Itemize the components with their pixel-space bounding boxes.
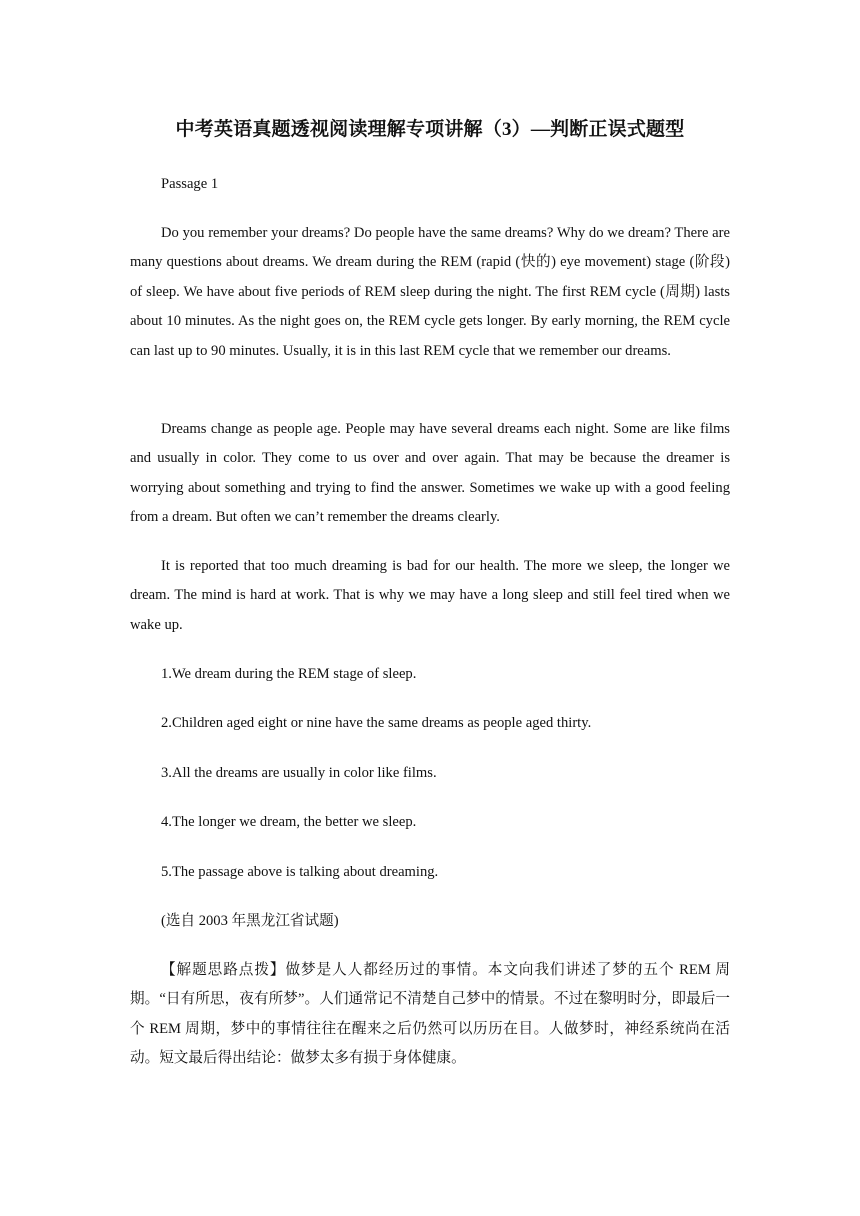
statement-4: 4.The longer we dream, the better we sleep. (161, 814, 417, 830)
statement-1: 1.We dream during the REM stage of sleep. (161, 666, 417, 682)
paragraph-1: Do you remember your dreams? Do people have the same dreams? Why do we dream? There are many questions about dreams. We dream during the REM (rapid (快的) eye movement) stage (阶段) of sleep. We have about five periods of REM sleep during the night. The first REM cycle (周期) lasts about 10 minutes. As the night goes on, the REM cycle gets longer. By early morning, the REM cycle can last up to 90 minutes. Usually, it is in this last REM cycle that we remember our dreams. (130, 225, 730, 359)
page-title: 中考英语真题透视阅读理解专项讲解（3）—判断正误式题型 (175, 119, 685, 140)
statement-2: 2.Children aged eight or nine have the same dreams as people aged thirty. (161, 715, 592, 731)
statement-3: 3.All the dreams are usually in color like films. (161, 765, 437, 781)
paragraph-2: Dreams change as people age. People may have several dreams each night. Some are like films and usually in color. They come to us over and over again. That may be because the dreamer is worrying about something and trying to find the answer. Sometimes we wake up with a good feeling from a dream. But often we can’t remember the dreams clearly. (130, 421, 730, 526)
analysis-paragraph: 【解题思路点拨】做梦是人人都经历过的事情。本文向我们讲述了梦的五个 REM 周期。“日有所思，夜有所梦”。人们通常记不清楚自己梦中的情景。不过在黎明时分，即最后一个 REM 周期，梦中的事情往往在醒来之后仍然可以历历在目。人做梦时，神经系统尚在活动。短文最后得出结论：做梦太多有损于身体健康。 (130, 962, 730, 1067)
passage-label: Passage 1 (161, 176, 219, 192)
paragraph-3: It is reported that too much dreaming is bad for our health. The more we sleep, the longer we dream. The mind is hard at work. That is why we may have a long sleep and still feel tired when we wake up. (130, 558, 730, 633)
statement-5: 5.The passage above is talking about dreaming. (161, 864, 439, 880)
source-note: (选自 2003 年黑龙江省试题) (161, 913, 339, 929)
